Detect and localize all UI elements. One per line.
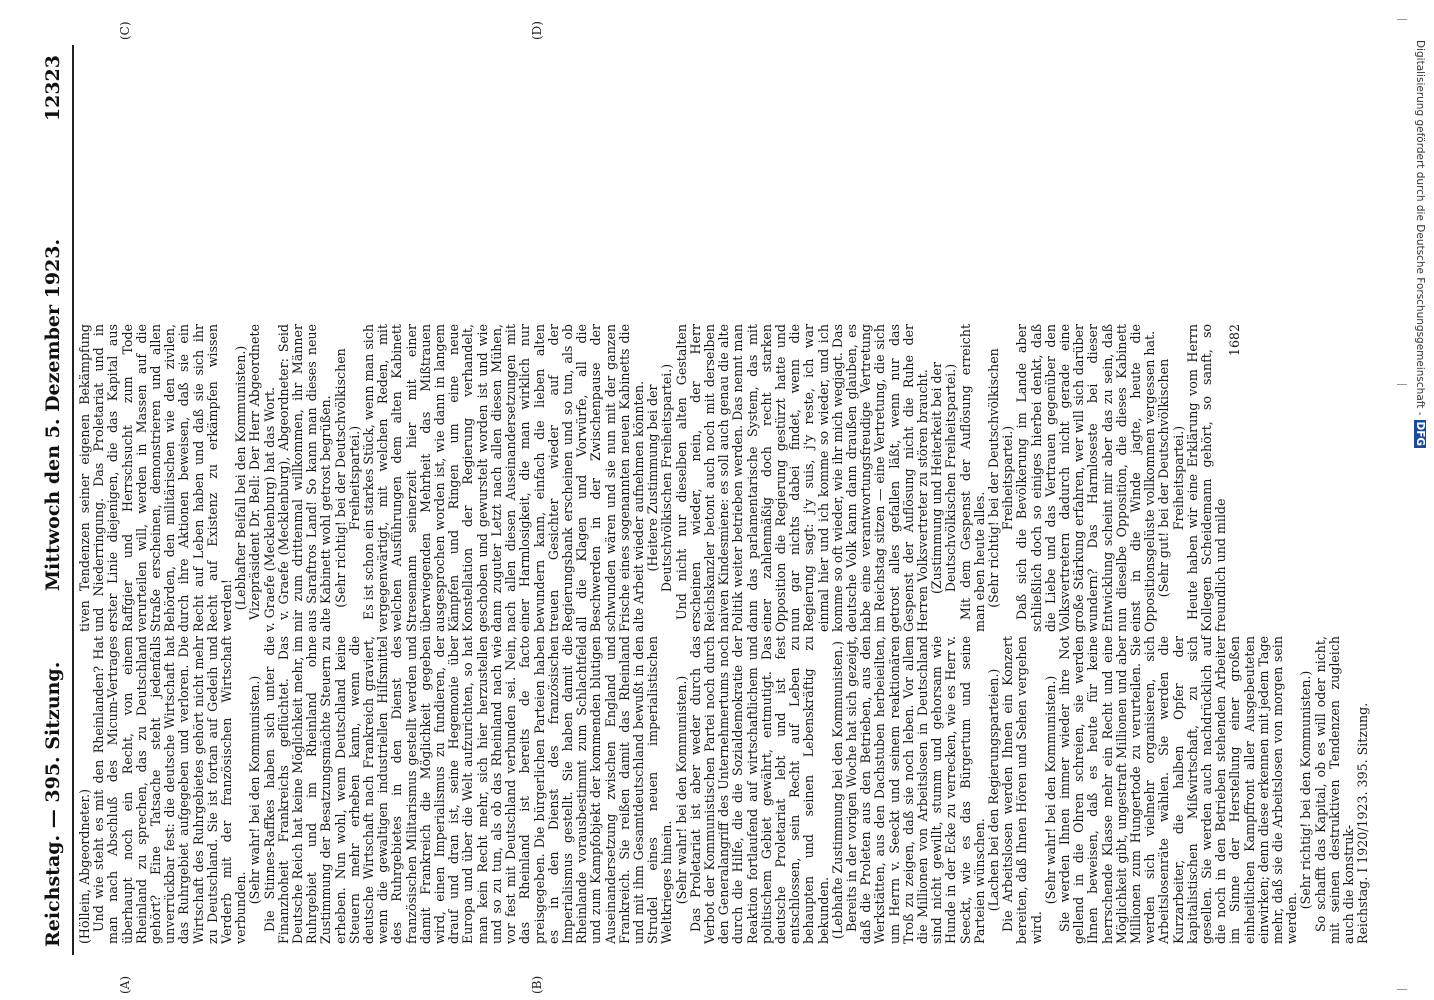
interjection: (Heitere Zustimmung bei der Deutschvölkischen Freiheitspartei.) (645, 363, 675, 593)
interjection: (Sehr richtig! bei den Kommunisten.) (1298, 670, 1314, 910)
interjection: (Sehr richtig! bei der Deutschvölkischen Freiheitspartei.) (332, 348, 362, 608)
paragraph: Vizepräsident Dr. Bell: Der Herr Abgeordnete v. Graefe (Mecklenburg) hat das Wort. (247, 324, 277, 632)
header-session: Reichstag. — 395. Sitzung. (42, 661, 64, 947)
paragraph: Das Proletariat ist aber weder durch das Verbot der Kommunistischen Partei noch durch den Generalangriff des Unternehmertums noch durch die Hilfe, die die Sozialdemokratie der Reaktion fortlaufend auf wirtschaftlichem und politischem Gebiet gewährt, entmutigt. Das deutsche Proletariat lebt und ist fest entschlossen, sein Recht auf Leben zu behaupten und seinen Lebenskräftig zu bekunden. (687, 636, 831, 944)
margin-marker-d: (D) (530, 21, 544, 40)
paragraph: Und wie steht es mit den Rheinlanden? Hat man nach Abschluß des Micum-Vertrages überhaupt noch ein Recht, von einem Rheinland zu sprechen, das zu Deutschland gehört? Eine Tatsache steht jedenfalls unverrückbar fest: die deutsche Wirtschaft hat das Ruhrgebiet aufgegeben und verloren. Die Wirtschaft des Ruhrgebietes gehört nicht mehr zu Deutschland. Sie ist fortan auf Gedeih und Verderb mit der französischen Wirtschaft verbunden. (91, 636, 249, 944)
paragraph: Mit dem Gespenst der Auflösung erreicht man eben heute alles. (957, 324, 987, 632)
interjection: (Sehr gut! bei der Deutschvölkischen Freiheitspartei.) (1156, 358, 1186, 598)
paragraph: So schafft das Kapital, ob es will oder nicht, mit seinen destruktiven Tendenzen zugleich auch die konstruk- (1312, 636, 1357, 944)
interjection: (Sehr wahr! bei den Kommunisten.) (247, 675, 263, 905)
paragraph: Die Stinnes-Raffkes haben sich unter die Finanzhoheit Frankreichs geflüchtet. Das Deutsche Reich hat keine Möglichkeit mehr, im Ruhrgebiet und im Rheinland ohne Zustimmung der Besatzungsmächte Steuern zu erheben. Nun wohl, wenn Deutschland keine Steuern mehr erheben kann, wenn die deutsche Wirtschaft nach Frankreich graviert, wenn die gewaltigen industriellen Hilfsmittel des Ruhrgebietes in den Dienst des französischen Militarismus gestellt werden und damit Frankreich die Möglichkeit gegeben wird, einen Imperialismus zu fundieren, der drauf und dran ist, seine Hegemonie über Europa und über die Welt aufzurichten, so hat man kein Recht mehr, sich hier herzustellen und so zu tun, als ob das Rheinland nach wie vor fest mit Deutschland verbunden sei. Nein, das Rheinland ist bereits de facto preisgegeben. Die bürgerlichen Parteien haben es in den Dienst des französischen Imperialismus gestellt. Sie haben damit die Rheinlande vorausbestimmt zum Schlachtfeld und zum Kampfobjekt der kommenden blutigen Auseinandersetzung zwischen England und Frankreich. Sie reißen damit das Rheinland und mit ihm Gesamtdeutschland bewußt in den Strudel eines neuen imperialistischen Weltkrieges hinein. (261, 636, 675, 944)
header-date: Mittwoch den 5. Dezember 1923. (42, 238, 64, 591)
interjection: (Zustimmung und Heiterkeit bei der Deutschvölkischen Freiheitspartei.) (929, 361, 959, 595)
margin-marker-b: (B) (530, 975, 544, 994)
interjection: (Lebhafte Zustimmung bei den Kommunisten.) (829, 640, 845, 940)
paragraph: tiven Tendenzen seiner eigenen Bekämpfung und Niederringung. Das Proletariat und in erster Linie diejenigen, die das Kapital aus Raffgier und Herrschsucht zum Tode verurteilen will, werden in Massen auf die Straße erscheinen, demonstrieren und allen Behörden, den militärischen wie den zivilen, durch ihre Aktionen beweisen, daß sie ein Recht auf Leben haben und daß sie sich ihr Recht auf Existenz zu erkämpfen wissen werden! (77, 324, 235, 632)
crop-mark (1397, 19, 1407, 20)
text-column-left (78, 636, 1370, 944)
interjection: (Sehr richtig! bei der Deutschvölkischen Freiheitspartei.) (986, 348, 1016, 608)
text-column-right (78, 324, 1243, 632)
interjection: (Sehr wahr! bei den Kommunisten.) (1042, 675, 1058, 905)
paragraph: Bereits in der vorigen Woche hat sich gezeigt, daß die Proleten aus den Betrieben, aus den Werkstätten, aus den Dachstuben herbeieilten, um Herrn v. Seeckt und seinem reaktionären Troß zu zeigen, daß sie noch leben. Vor allem die Millionen von Arbeitslosen in Deutschland sind nicht gewillt, stumm und gehorsam wie Hunde in der Ecke zu verrecken, wie es Herr v. Seeckt, wie es das Bürgertum und seine Parteien wünschen. (843, 636, 987, 944)
paragraph: Die Arbeitslosen werden Ihnen ein Konzert bereiten, daß Ihnen Hören und Sehen vergehen wird. (1000, 636, 1044, 944)
header-page-number: 12323 (42, 55, 64, 122)
page-header (42, 45, 72, 955)
column-footer: 1682 (1227, 324, 1243, 357)
paragraph: Und nicht nur dieselben alten Gestalten erscheinen wieder, nein, der Herr Reichskanzler betont auch noch mit derselben naiven Kindesmiene: es soll auch genau die alte Politik weiter betrieben werden. Das nennt man dann das parlamentarische System, das mit einer zahlenmäßig doch recht starken Opposition die Regierung gestürzt hatte und nun gar nichts dabei findet, wenn die Regierung sagt: j'y suis, j'y reste, ich war einmal hier und ich komme so wieder, und ich komme so oft wieder, wie ihr mich wegjagt. Das deutsche Volk kann dann draußen glauben, es habe eine verantwortungsfreudige Vertretung im Reichstag sitzen — eine Vertretung, die sich getrost alles gefallen läßt, wenn nur das Gespenst der Auflösung nicht die Ruhe der Herren Volksvertreter zu stören braucht. (673, 324, 930, 632)
interjection: (Lachen bei den Regierungsparteien.) (986, 668, 1001, 912)
paragraph: Sie werden Ihnen immer wieder ihre Not gellend in die Ohren schreien, sie werden Ihnen beweisen, daß es heute für keine herrschende Klasse mehr ein Recht und eine Möglichkeit gibt, ungestraft Millionen und aber Millionen zum Hungertode zu verurteilen. Sie werden sich vielmehr organisieren, sich Arbeitslosenräte wählen. Sie werden die Kurzarbeiter, die halben Opfer der kapitalistischen Mißwirtschaft, zu sich gesellen. Sie werden auch nachdrücklich auf die noch in den Betrieben stehenden Arbeiter im Sinne der Herstellung einer großen einheitlichen Kampffront aller Ausgebeuteten einwirken; denn diese erkennen mit jedem Tage mehr, daß sie die Arbeitslosen von morgen sein werden. (1057, 636, 1300, 944)
paragraph: v. Graefe (Mecklenburg), Abgeordneter: Seid mir zum drittenmal willkommen, ihr Männer aus Saraftros Land! So kann man dieses neue alte Kabinett wohl getrost begrüßen. (275, 324, 334, 632)
column-footer: Reichstag. I 1920/1923. 395. Sitzung. (1355, 702, 1371, 944)
margin-marker-c: (C) (118, 21, 132, 40)
paragraph: Heute haben wir eine Erklärung vom Herrn Kollegen Scheidemann gehört, so sanft, so freundlich und milde (1184, 324, 1229, 632)
credit-strip (1408, 40, 1430, 960)
crop-mark (1397, 384, 1407, 385)
header-rule (72, 45, 74, 955)
speaker-label: (Höllein, Abgeordneter.) (77, 788, 92, 944)
paragraph: Daß sich die Bevölkerung im Lande aber schließlich doch so einiges hierbei denkt, daß die Liebe und das Vertrauen gegenüber den Volksvertretern dadurch nicht gerade eine große Stärkung erfahren, wer will sich darüber wundern? Das Harmloseste bei dieser Entwicklung scheint mir aber das zu sein, daß nun dieselbe Opposition, die dieses Kabinett einst in die Winde jagte, heute die Oppositionsgelüste vollkommen vergessen hat. (1014, 324, 1158, 632)
margin-marker-a: (A) (118, 975, 132, 994)
interjection: (Lebhafter Beifall bei den Kommunisten.) (233, 345, 249, 611)
dfg-logo: DFG (1414, 421, 1426, 447)
interjection: (Sehr wahr! bei den Kommunisten.) (673, 675, 689, 905)
paragraph: Es ist schon ein starkes Stück, wenn man sich vergegenwärtigt, mit welchen Reden, mit welchen Ausführungen dem alten Kabinett Stresemann seinerzeit hier mit einer überwiegenden Mehrheit das Mißtrauen ausgesprochen worden ist, wie dann in langem Kämpfen und Ringen um eine neue Konstellation der Regierung verhandelt, geschoben und gewurstelt worden ist und wie dann zuguter Letzt nach allen diesen Mühen, nach allen diesen Auseinandersetzungen mit einer Harmlosigkeit, die man wirklich nur bewundern kann, einfach die lieben alten treuen Gesichter wieder auf der Regierungsbank erscheinen und so tun, als ob all die Klagen und Vorwürfe, all die Beschwerden in der Zwischenpause der schwunden wären und sie nun mit der ganzen Frische eines sogenannten neuen Kabinetts die alte Arbeit wieder aufnehmen könnten. (361, 324, 646, 632)
credit-text: Digitalisierung gefördert durch die Deutsche Forschungsgemeinschaft - (1414, 40, 1426, 416)
crop-mark (1397, 989, 1407, 990)
